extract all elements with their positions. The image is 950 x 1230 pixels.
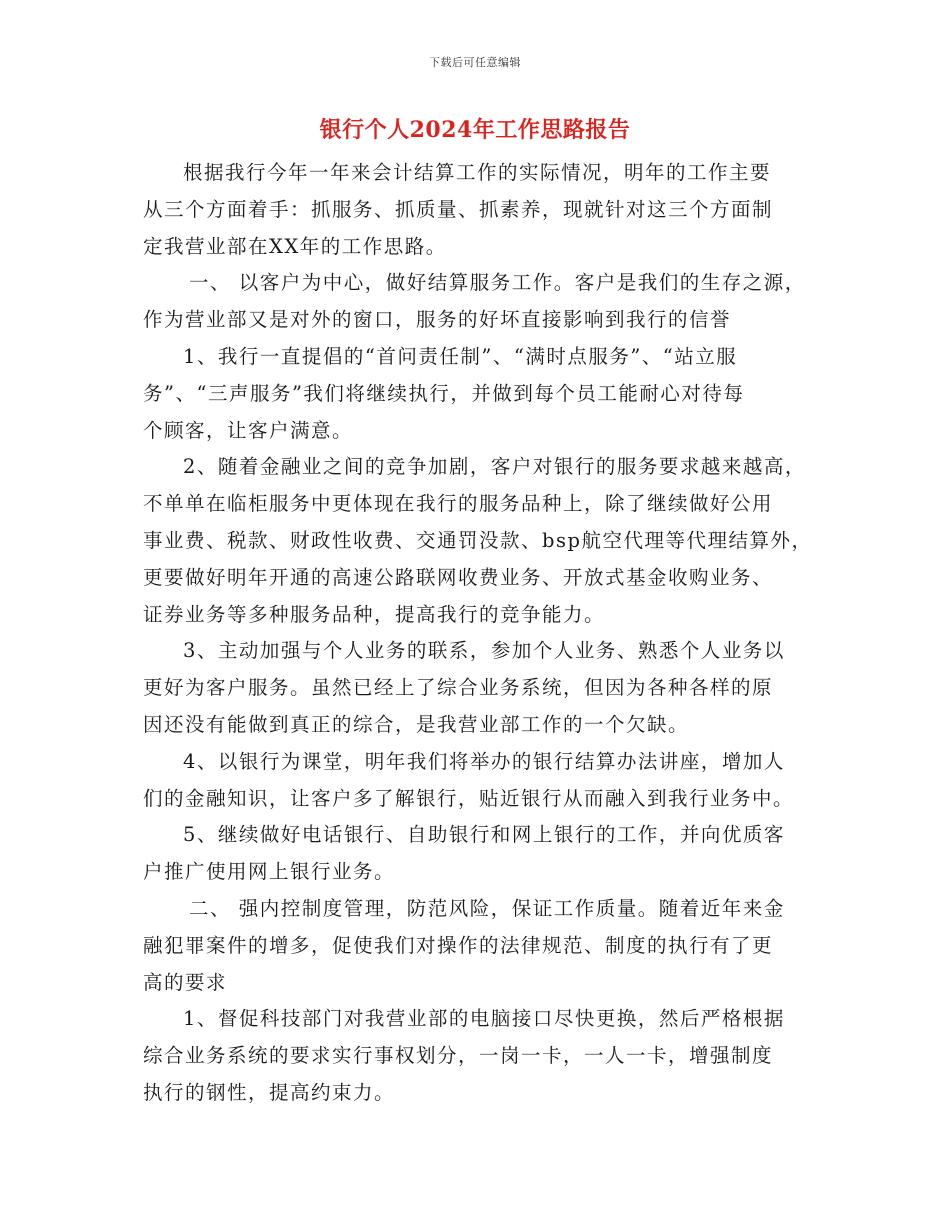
section-heading-1: 一、 以客户为中心，做好结算服务工作。客户是我们的生存之源， <box>189 271 806 295</box>
body-line: 融犯罪案件的增多，促使我们对操作的法律规范、制度的执行有了更 <box>143 933 774 957</box>
header-note: 下载后可任意编辑 <box>429 56 521 69</box>
document-title: 银行个人2024年工作思路报告 <box>319 117 631 143</box>
body-line: 从三个方面着手：抓服务、抓质量、抓素养，现就针对这三个方面制 <box>143 197 774 221</box>
body-line: 根据我行今年一年来会计结算工作的实际情况，明年的工作主要 <box>183 161 772 184</box>
body-line: 综合业务系统的要求实行事权划分，一岗一卡，一人一卡，增强制度 <box>143 1044 774 1068</box>
body-line: 事业费、税款、财政性收费、交通罚没款、bsp航空代理等代理结算外， <box>143 528 813 552</box>
body-line: 们的金融知识，让客户多了解银行，贴近银行从而融入到我行业务中。 <box>143 786 795 810</box>
body-line: 作为营业部又是对外的窗口，服务的好坏直接影响到我行的信誉 <box>143 308 732 332</box>
list-item-1-4: 4、以银行为课堂，明年我们将举办的银行结算办法讲座，增加人 <box>183 749 785 773</box>
list-item-1-5: 5、继续做好电话银行、自助银行和网上银行的工作，并向优质客 <box>183 823 785 847</box>
body-line: 执行的钢性，提高约束力。 <box>143 1080 396 1104</box>
body-line: 高的要求 <box>143 970 228 994</box>
body-line: 定我营业部在XX年的工作思路。 <box>143 234 447 258</box>
body-line: 更要做好明年开通的高速公路联网收费业务、开放式基金收购业务、 <box>143 565 774 589</box>
body-line: 证券业务等多种服务品种，提高我行的竞争能力。 <box>143 602 606 626</box>
document-body <box>143 155 823 1112</box>
body-line: 个顾客，让客户满意。 <box>143 418 354 442</box>
list-item-2-1: 1、督促科技部门对我营业部的电脑接口尽快更换，然后严格根据 <box>183 1007 785 1031</box>
body-line: 务”、“三声服务”我们将继续执行，并做到每个员工能耐心对待每 <box>143 381 745 405</box>
body-line: 户推广使用网上银行业务。 <box>143 860 396 884</box>
body-line: 因还没有能做到真正的综合，是我营业部工作的一个欠缺。 <box>143 712 690 736</box>
body-line: 更好为客户服务。虽然已经上了综合业务系统，但因为各种各样的原 <box>143 676 774 700</box>
section-heading-2: 二、 强内控制度管理，防范风险，保证工作质量。随着近年来金 <box>189 896 785 920</box>
list-item-1-3: 3、主动加强与个人业务的联系，参加个人业务、熟悉个人业务以 <box>183 639 785 663</box>
body-line: 不单单在临柜服务中更体现在我行的服务品种上，除了继续做好公用 <box>143 492 774 516</box>
list-item-1-2: 2、随着金融业之间的竞争加剧，客户对银行的服务要求越来越高， <box>183 455 806 479</box>
list-item-1-1: 1、我行一直提倡的“首问责任制”、“满时点服务”、“站立服 <box>183 344 738 368</box>
